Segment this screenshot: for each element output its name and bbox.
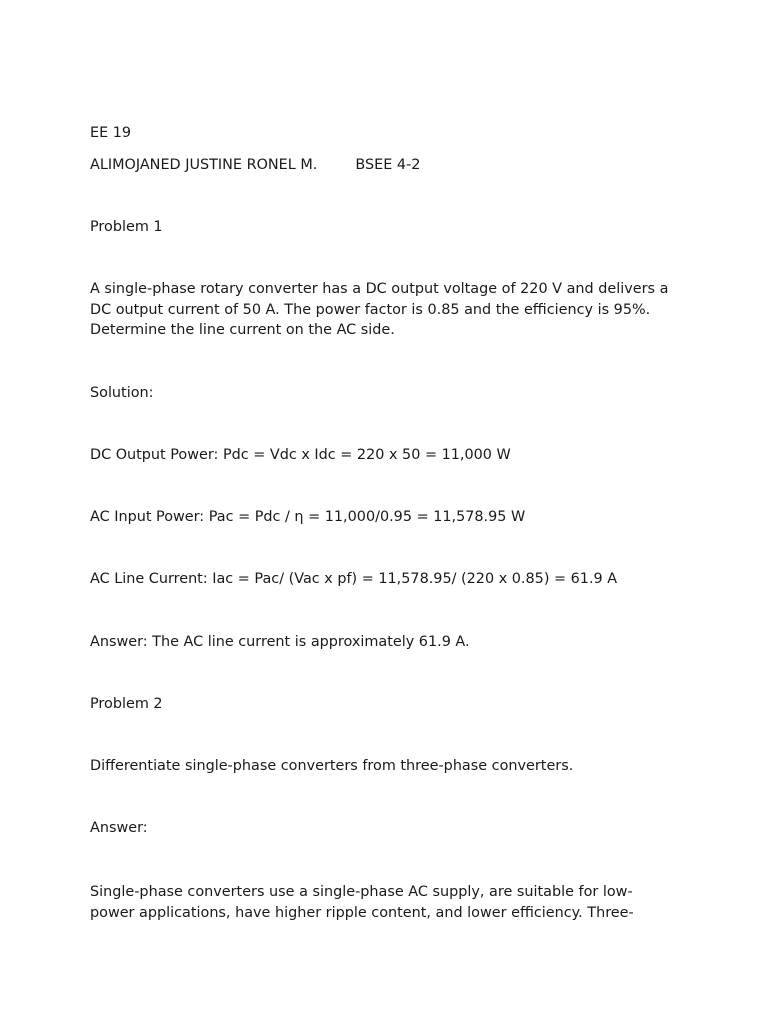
course-code: EE 19 — [90, 125, 132, 141]
dc-output-power-line: DC Output Power: Pdc = Vdc x Idc = 220 x 50 = 11,000 W — [90, 447, 511, 463]
answer-label: Answer: — [90, 820, 148, 836]
student-section: BSEE 4-2 — [355, 157, 421, 173]
problem-1-title: Problem 1 — [90, 219, 163, 235]
problem-2-title: Problem 2 — [90, 696, 163, 712]
solution-label: Solution: — [90, 385, 154, 401]
problem-2-answer-text: Single-phase converters use a single-phase AC supply, are suitable for low-power applications, have higher ripple content, and lower efficiency. Three- — [90, 884, 634, 921]
ac-input-power-line: AC Input Power: Pac = Pdc / η = 11,000/0.95 = 11,578.95 W — [90, 509, 526, 525]
problem-1-answer: Answer: The AC line current is approximately 61.9 A. — [90, 634, 470, 650]
problem-1-statement: A single-phase rotary converter has a DC output voltage of 220 V and delivers a DC output current of 50 A. The power factor is 0.85 and the efficiency is 95%. Determine the line current on the AC side. — [90, 281, 669, 338]
problem-2-statement: Differentiate single-phase converters from three-phase converters. — [90, 758, 574, 774]
student-info-line — [90, 155, 420, 175]
student-name: ALIMOJANED JUSTINE RONEL M. — [90, 157, 318, 173]
ac-line-current-line: AC Line Current: Iac = Pac/ (Vac x pf) = 11,578.95/ (220 x 0.85) = 61.9 A — [90, 571, 618, 587]
